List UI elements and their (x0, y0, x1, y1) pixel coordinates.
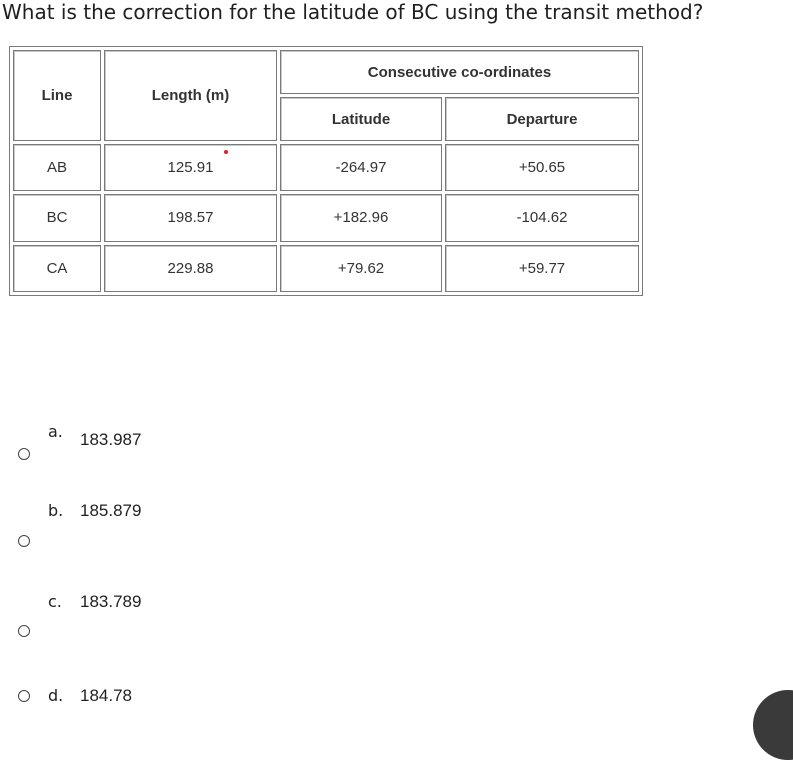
option-b-value[interactable]: 185.879 (80, 501, 142, 520)
header-consecutive-coordinates: Consecutive co-ordinates (280, 50, 639, 94)
header-line: Line (13, 50, 101, 141)
cell-latitude: +182.96 (280, 194, 442, 241)
cell-latitude: +79.62 (280, 245, 442, 292)
option-b-radio[interactable] (18, 535, 30, 547)
cell-line: CA (13, 245, 101, 292)
cell-length: 125.91 (104, 144, 277, 191)
cell-departure: -104.62 (445, 194, 639, 241)
corner-shape (753, 690, 793, 760)
cell-departure: +59.77 (445, 245, 639, 292)
header-departure: Departure (445, 97, 639, 141)
option-a-value[interactable]: 183.987 (80, 430, 142, 449)
cell-line: AB (13, 144, 101, 191)
option-c-value[interactable]: 183.789 (80, 592, 142, 611)
option-d-value[interactable]: 184.78 (80, 686, 132, 705)
question-text: What is the correction for the latitude of BC using the transit method? (2, 0, 704, 24)
red-dot-mark (224, 150, 228, 154)
option-c-radio[interactable] (18, 625, 30, 637)
coordinates-table (9, 46, 643, 296)
option-d-radio[interactable] (18, 690, 30, 702)
header-latitude: Latitude (280, 97, 442, 141)
header-length: Length (m) (104, 50, 277, 141)
cell-length: 229.88 (104, 245, 277, 292)
table-row (13, 245, 639, 292)
table-row (13, 144, 639, 191)
cell-line: BC (13, 194, 101, 241)
option-d-letter: d. (48, 686, 64, 705)
option-c-letter: c. (48, 592, 62, 611)
cell-length: 198.57 (104, 194, 277, 241)
cell-departure: +50.65 (445, 144, 639, 191)
cell-latitude: -264.97 (280, 144, 442, 191)
option-b-letter: b. (48, 501, 64, 520)
option-a-radio[interactable] (18, 448, 30, 460)
table-row (13, 194, 639, 241)
option-a-letter: a. (48, 422, 63, 441)
